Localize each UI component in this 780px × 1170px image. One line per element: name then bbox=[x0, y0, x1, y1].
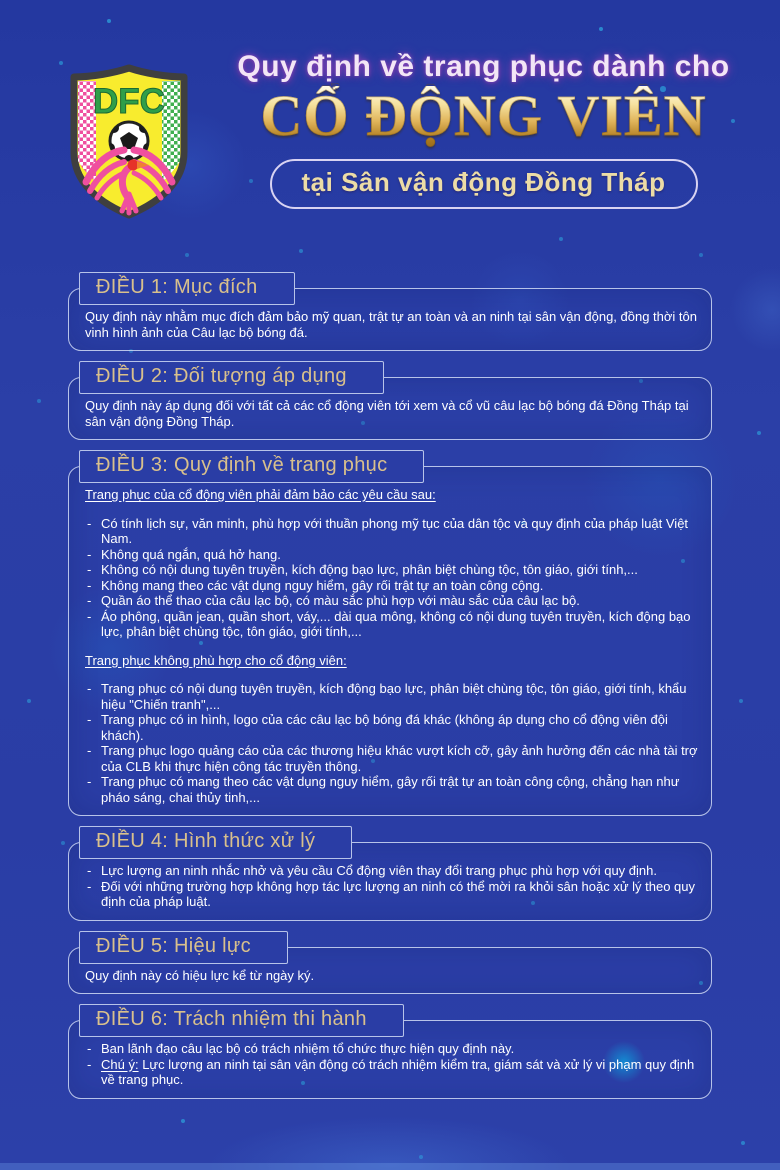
subheading: Trang phục của cổ động viên phải đảm bảo các yêu cầu sau: bbox=[85, 487, 436, 502]
bullet-item: - Chú ý: Lực lượng an ninh tại sân vận động có trách nhiệm kiểm tra, giám sát và xử lý vi phạm quy định về trang phục. bbox=[87, 1057, 701, 1088]
paragraph: Quy định này áp dụng đối với tất cả các cổ động viên tới xem và cổ vũ câu lạc bộ bóng đá Đồng Tháp tại sân vận động Đồng Tháp. bbox=[85, 398, 689, 429]
bullet-item: - Áo phông, quần jean, quần short, váy,... dài qua mông, không có nội dung tuyên truyền, kích động bạo lực, phân biệt chùng tộc, tôn giáo, giới tính,... bbox=[87, 609, 701, 640]
section-dieu-6 bbox=[68, 1008, 712, 1099]
bullet-list bbox=[83, 516, 701, 640]
section-title: ĐIỀU 5: Hiệu lực bbox=[79, 931, 288, 964]
bullet-item: - Trang phục có nội dung tuyên truyền, kích động bạo lực, phân biệt chùng tộc, tôn giáo, giới tính, khẩu hiệu "Chiến tranh",... bbox=[87, 681, 701, 712]
subheading: Trang phục không phù hợp cho cổ động viên: bbox=[85, 652, 347, 668]
bullet-item: - Lực lượng an ninh nhắc nhở và yêu cầu Cổ động viên thay đổi trang phục phù hợp với quy định. bbox=[87, 863, 701, 879]
logo-initials: DFC bbox=[93, 82, 165, 121]
bullet-item: - Đối với những trường hợp không hợp tác lực lượng an ninh có thể mời ra khỏi sân hoặc xử lý theo quy định của pháp luật. bbox=[87, 879, 701, 910]
section-body bbox=[83, 309, 701, 340]
section-title: ĐIỀU 2: Đối tượng áp dụng bbox=[79, 361, 384, 394]
paragraph: Quy định này có hiệu lực kể từ ngày ký. bbox=[85, 967, 315, 983]
paragraph: Quy định này nhằm mục đích đảm bảo mỹ quan, trật tự an toàn và an ninh tại sân vận động, đồng thời tôn vinh hình ảnh của Câu lạc bộ bóng đá. bbox=[85, 309, 697, 340]
underlined-prefix: Chú ý: bbox=[101, 1056, 139, 1072]
sections-container bbox=[68, 276, 712, 1099]
bullet-item: - Trang phục logo quảng cáo của các thương hiệu khác vượt kích cỡ, gây ảnh hưởng đến các nhà tài trợ của CLB khi thực hiện công tác truyền thông. bbox=[87, 743, 701, 774]
stadium-badge: tại Sân vận động Đồng Tháp bbox=[270, 159, 698, 209]
bullet-list bbox=[83, 681, 701, 805]
section-body bbox=[83, 1041, 701, 1088]
bullet-list bbox=[83, 863, 701, 910]
section-dieu-2 bbox=[68, 365, 712, 440]
section-dieu-5 bbox=[68, 934, 712, 995]
section-dieu-1 bbox=[68, 276, 712, 351]
section-body bbox=[83, 968, 701, 984]
bottom-edge-strip bbox=[0, 1163, 780, 1170]
bullet-item: - Không quá ngắn, quá hở hang. bbox=[87, 547, 701, 563]
club-crest-logo bbox=[62, 64, 196, 219]
bullet-item: - Trang phục có mang theo các vật dụng nguy hiểm, gây rối trật tự an toàn công cộng, chẳng hạn như pháo sáng, chai thủy tinh,... bbox=[87, 774, 701, 805]
bullet-item: - Trang phục có in hình, logo của các câu lạc bộ bóng đá khác (không áp dụng cho cổ động viên đội khách). bbox=[87, 712, 701, 743]
section-body bbox=[83, 487, 701, 805]
section-title: ĐIỀU 4: Hình thức xử lý bbox=[79, 826, 352, 859]
section-dieu-4 bbox=[68, 830, 712, 921]
bullet-item: - Quần áo thể thao của câu lạc bộ, có màu sắc phù hợp với màu sắc của câu lạc bộ. bbox=[87, 593, 701, 609]
section-title: ĐIỀU 6: Trách nhiệm thi hành bbox=[79, 1004, 404, 1037]
sparkle-dots bbox=[0, 0, 2, 2]
section-title: ĐIỀU 1: Mục đích bbox=[79, 272, 295, 305]
section-dieu-3 bbox=[68, 454, 712, 816]
page-title: CỔ ĐỘNG VIÊN bbox=[195, 86, 772, 147]
header-eyebrow: Quy định về trang phục dành cho bbox=[237, 50, 730, 83]
bullet-item: - Không có nội dung tuyên truyền, kích động bạo lực, phân biệt chùng tộc, tôn giáo, giới tính,... bbox=[87, 562, 701, 578]
bullet-item: - Không mang theo các vật dụng nguy hiểm, gây rối trật tự an toàn công cộng. bbox=[87, 578, 701, 594]
bullet-item: - Có tính lịch sự, văn minh, phù hợp với thuần phong mỹ tục của dân tộc và quy định của pháp luật Việt Nam. bbox=[87, 516, 701, 547]
section-body bbox=[83, 398, 701, 429]
bullet-list bbox=[83, 1041, 701, 1088]
section-body bbox=[83, 863, 701, 910]
header bbox=[195, 50, 772, 209]
section-title: ĐIỀU 3: Quy định về trang phục bbox=[79, 450, 424, 483]
bullet-item: - Ban lãnh đạo câu lạc bộ có trách nhiệm tổ chức thực hiện quy định này. bbox=[87, 1041, 701, 1057]
